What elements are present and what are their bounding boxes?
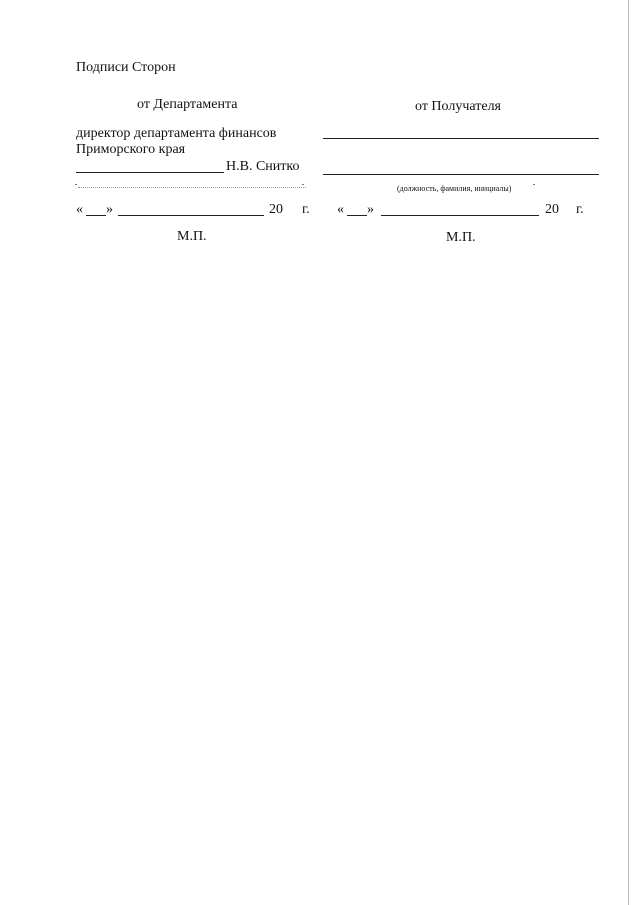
right-signature-line: [323, 174, 599, 175]
left-seal-label: М.П.: [177, 229, 207, 244]
left-signature-line: [76, 172, 224, 173]
left-position-line2: Приморского края: [76, 142, 186, 157]
left-position-line1: директор департамента финансов: [76, 126, 277, 141]
right-date-year: 20: [545, 202, 559, 217]
scan-edge-line: [628, 0, 629, 905]
right-heading: от Получателя: [415, 99, 501, 114]
right-date-quote-close: »: [367, 202, 374, 217]
left-date-quote-open: «: [76, 202, 83, 217]
left-date-year-suffix: г.: [302, 202, 310, 217]
left-date-year: 20: [269, 202, 283, 217]
right-date-quote-open: «: [337, 202, 344, 217]
scan-speck: [533, 184, 535, 185]
left-faint-line: [78, 187, 306, 188]
scan-speck: [302, 184, 304, 185]
left-date-day-line: [86, 215, 106, 216]
right-signature-caption: (должность, фамилия, инициалы): [397, 184, 512, 193]
left-date-quote-close: »: [106, 202, 113, 217]
right-position-line: [323, 138, 599, 139]
section-title: Подписи Сторон: [76, 60, 176, 75]
right-date-year-suffix: г.: [576, 202, 584, 217]
left-heading: от Департамента: [137, 97, 238, 112]
left-signer-name: Н.В. Снитко: [226, 159, 300, 174]
right-date-day-line: [347, 215, 367, 216]
left-date-month-line: [118, 215, 264, 216]
right-date-month-line: [381, 215, 539, 216]
right-seal-label: М.П.: [446, 230, 476, 245]
scan-speck: [75, 184, 77, 185]
